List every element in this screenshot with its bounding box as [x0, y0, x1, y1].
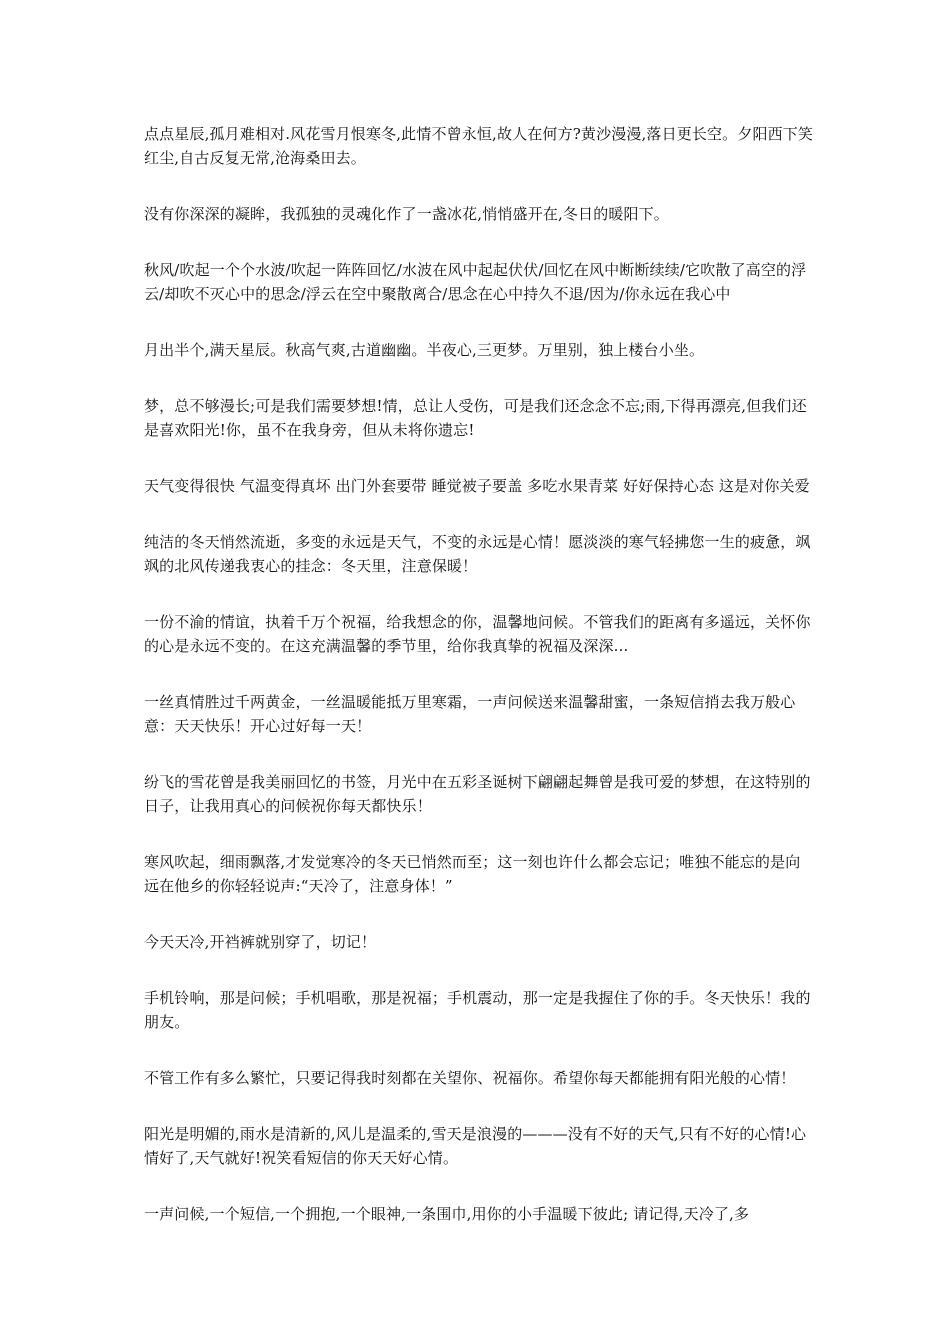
paragraph: 秋风/吹起一个个水波/吹起一阵阵回忆/水波在风中起起伏伏/回忆在风中断断续续/它吹散了高空的浮云/却吹不灭心中的思念/浮云在空中聚散离合/思念在心中持久不退/因为/你永远在我心中: [144, 261, 807, 303]
paragraph: 月出半个,满天星辰。秋高气爽,古道幽幽。半夜心,三更梦。万里别，独上楼台小坐。: [144, 341, 705, 359]
paragraph: 不管工作有多么繁忙，只要记得我时刻都在关望你、祝福你。希望你每天都能拥有阳光般的心情！: [144, 1069, 796, 1087]
paragraph: 一份不渝的情谊，执着千万个祝福，给我想念的你，温馨地问候。不管我们的距离有多遥远，关怀你的心是永远不变的。在这充满温馨的季节里，给你我真挚的祝福及深深...: [144, 613, 811, 655]
paragraph: 没有你深深的凝眸，我孤独的灵魂化作了一盏冰花,悄悄盛开在,冬日的暖阳下。: [144, 205, 669, 223]
paragraph: 梦，总不够漫长;可是我们需要梦想!情，总让人受伤，可是我们还念念不忘;雨,下得再漂亮,但我们还是喜欢阳光!你，虽不在我身旁，但从未将你遗忘!: [144, 397, 807, 439]
paragraph: 阳光是明媚的,雨水是清新的,风儿是温柔的,雪天是浪漫的———没有不好的天气,只有不好的心情!心情好了,天气就好!祝笑看短信的你天天好心情。: [144, 1125, 807, 1167]
paragraph: 点点星辰,孤月难相对.风花雪月恨寒冬,此情不曾永恒,故人在何方?黄沙漫漫,落日更长空。夕阳西下笑红尘,自古反复无常,沧海桑田去。: [144, 125, 814, 167]
paragraph: 手机铃响，那是问候；手机唱歌，那是祝福；手机震动，那一定是我握住了你的手。冬天快乐！我的朋友。: [144, 989, 811, 1031]
paragraph: 纷飞的雪花曾是我美丽回忆的书签，月光中在五彩圣诞树下翩翩起舞曾是我可爱的梦想，在这特别的日子，让我用真心的问候祝你每天都快乐！: [144, 773, 811, 815]
paragraph: 一声问候,一个短信,一个拥抱,一个眼神,一条围巾,用你的小手温暖下彼此; 请记得,天冷了,多: [144, 1205, 750, 1223]
paragraph: 寒风吹起，细雨飘落,才发觉寒冷的冬天已悄然而至；这一刻也许什么都会忘记；唯独不能忘的是向远在他乡的你轻轻说声:“天冷了，注意身体！”: [144, 853, 801, 895]
paragraph: 今天天冷,开裆裤就别穿了，切记！: [144, 933, 377, 951]
paragraph: 一丝真情胜过千两黄金，一丝温暖能抵万里寒霜，一声问候送来温馨甜蜜，一条短信捎去我万般心意：天天快乐！开心过好每一天！: [144, 693, 796, 735]
paragraph: 纯洁的冬天悄然流逝，多变的永远是天气，不变的永远是心情！愿淡淡的寒气轻拂您一生的疲惫，飒飒的北风传递我衷心的挂念：冬天里，注意保暖！: [144, 533, 811, 575]
document-body: [144, 122, 814, 1226]
paragraph: 天气变得很快 气温变得真坏 出门外套要带 睡觉被子要盖 多吃水果青菜 好好保持心态 这是对你关爱: [144, 477, 810, 495]
